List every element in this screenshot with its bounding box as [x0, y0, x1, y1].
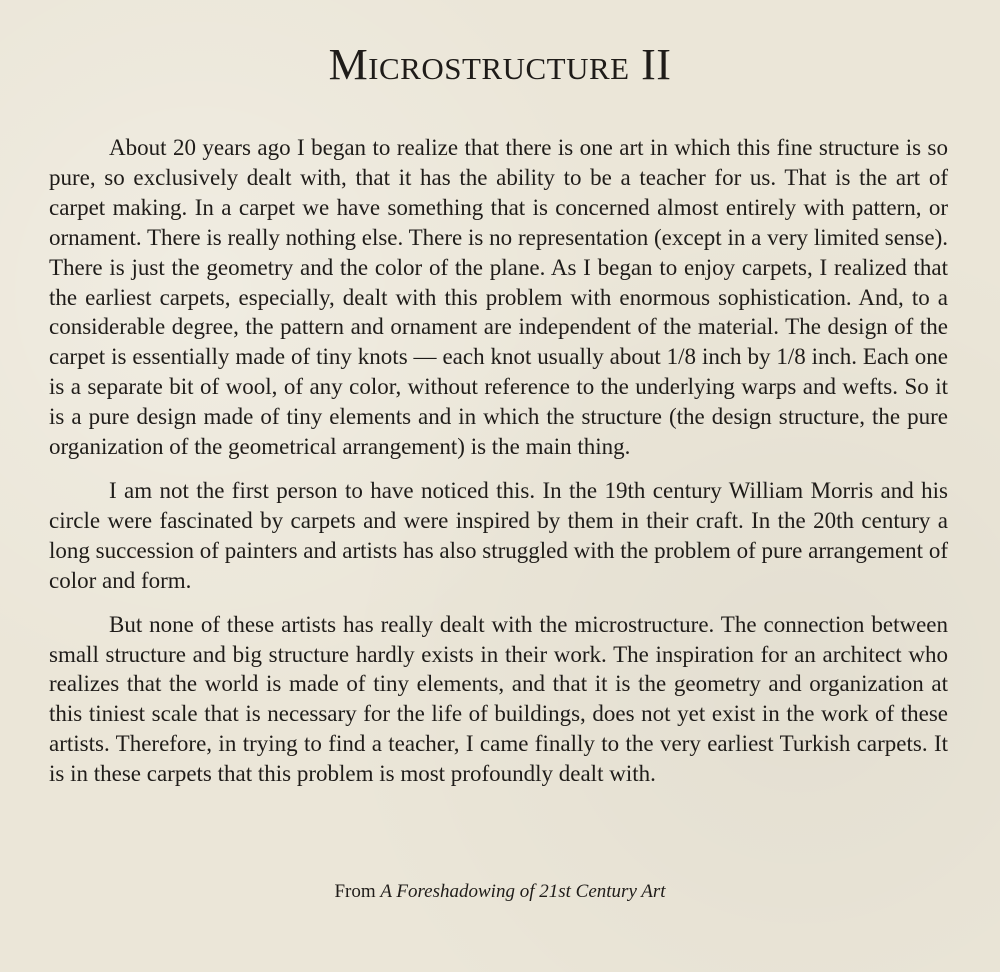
paragraph-1: About 20 years ago I began to realize that there is one art in which this fine structure is so pure, so exclusively dealt with, that it has the ability to be a teacher for us. That is the art of carpet making. In a carpet we have something that is concerned almost entirely with pattern, or ornament. There is really nothing else. There is no representation (except in a very limited sense). There is just the geometry and the color of the plane. As I began to enjoy carpets, I realized that the earliest carpets, especially, dealt with this problem with enormous sophistication. And, to a considerable degree, the pattern and ornament are independent of the material. The design of the carpet is essentially made of tiny knots — each knot usually about 1/8 inch by 1/8 inch. Each one is a separate bit of wool, of any color, without reference to the underlying warps and wefts. So it is a pure design made of tiny elements and in which the structure (the design structure, the pure organization of the geometrical arrangement) is the main thing. [49, 135, 948, 460]
page-title: Microstructure II [328, 40, 672, 89]
paragraph-3: But none of these artists has really dealt with the microstructure. The connection between small structure and big structure hardly exists in their work. The inspiration for an architect who realizes that the world is made of tiny elements, and that it is the geometry and organization at this tiniest scale that is necessary for the life of buildings, does not yet exist in the work of these artists. Therefore, in trying to find a teacher, I came finally to the very earliest Turkish carpets. It is in these carpets that this problem is most profoundly dealt with. [49, 611, 948, 787]
body-text [49, 133, 948, 803]
source-citation [0, 879, 1000, 905]
source-work-title: A Foreshadowing of 21st Century Art [380, 881, 666, 902]
paragraph-2: I am not the first person to have noticed this. In the 19th century William Morris and his circle were fascinated by carpets and were inspired by them in their craft. In the 20th century a long succession of painters and artists has also struggled with the problem of pure arrangement of color and form. [49, 477, 948, 593]
source-prefix: From [334, 881, 376, 902]
